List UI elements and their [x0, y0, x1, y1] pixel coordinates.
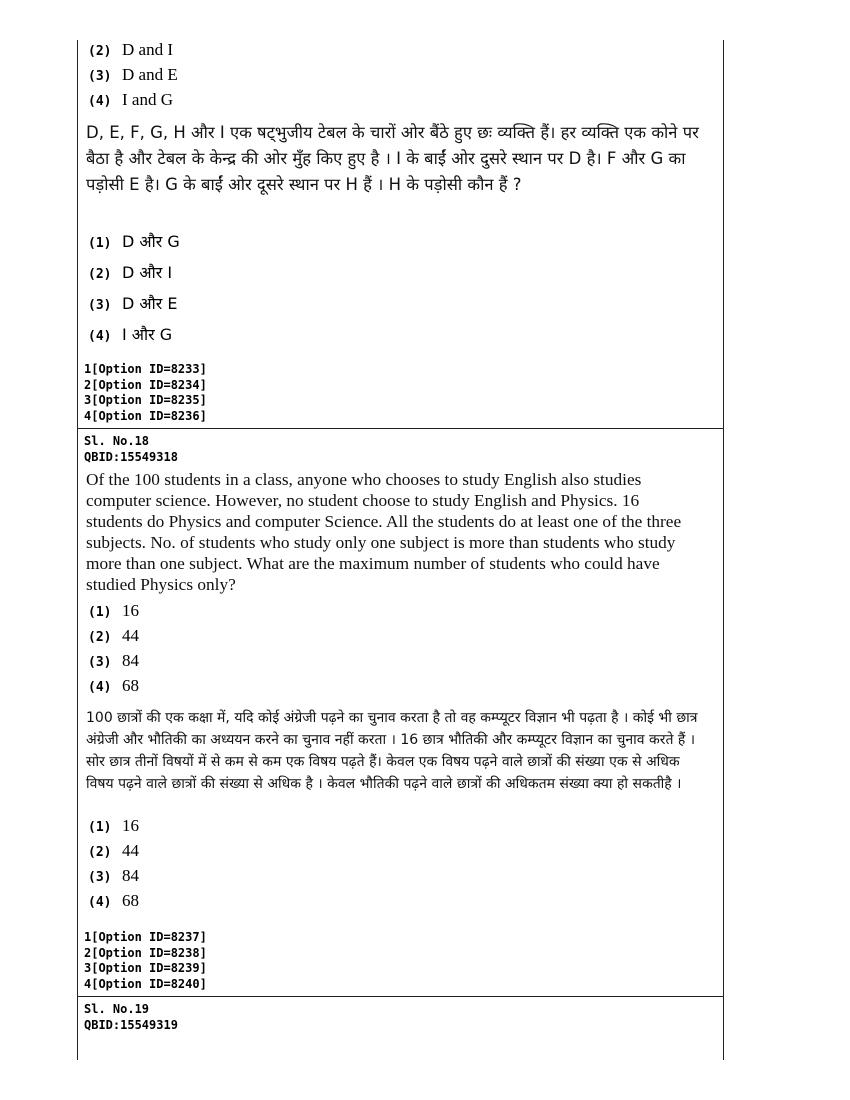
- q17-hi-option-1: (1) D और G: [88, 232, 180, 251]
- q18-option-ids: 1[Option ID=8237] 2[Option ID=8238] 3[Option ID=8239] 4[Option ID=8240]: [84, 930, 207, 991]
- q18-qbid: QBID:15549318: [84, 449, 178, 464]
- q18-hi-option-1: (1) 16: [88, 816, 139, 835]
- q18-en-option-4: (4) 68: [88, 676, 139, 695]
- q17-en-option-2: (2) D and I: [88, 40, 173, 59]
- q17-option-ids: 1[Option ID=8233] 2[Option ID=8234] 3[Option ID=8235] 4[Option ID=8236]: [84, 362, 207, 423]
- q18-hi-option-4: (4) 68: [88, 891, 139, 910]
- q17-hi-option-3: (3) D और E: [88, 294, 178, 313]
- q18-header: [84, 434, 178, 465]
- q18-english-question: Of the 100 students in a class, anyone who chooses to study English also studies computer science. However, no student choose to study English and Physics. 16 students do Physics and computer Science. All the students do at least one of the three subjects. No. of students who study only one subject is more than students who study more than one subject. What are the maximum number of students who could have studied Physics only?: [86, 470, 682, 594]
- q18-en-option-1: (1) 16: [88, 601, 139, 620]
- q18-hindi-question: 100 छात्रों की एक कक्षा में, यदि कोई अंग्रेजी पढ़ने का चुनाव करता है तो वह कम्प्यूटर विज्ञान भी पढ़ता है । कोई भी छात्र अंग्रेजी और भौतिकी का अध्ययन करने का चुनाव नहीं करता । 16 छात्र भौतिकी और कम्प्यूटर विज्ञान का चुनाव करते हैं । सोर छात्र तीनों विषयों में से कम से कम एक विषय पढ़ते हैं। केवल एक विषय पढ़ने वाले छात्रों की संख्या एक से अधिक विषय पढ़ने वाले छात्रों की संख्या से अधिक है । केवल भौतिकी पढ़ने वाले छात्रों की अधिकतम संख्या क्या हो सकतीहै ।: [86, 710, 698, 792]
- question-divider: [77, 996, 724, 997]
- q17-hi-option-4: (4) I और G: [88, 325, 173, 344]
- q17-en-option-4: (4) I and G: [88, 90, 173, 109]
- q18-hi-option-2: (2) 44: [88, 841, 139, 860]
- q17-hindi-question: D, E, F, G, H और I एक षट्भुजीय टेबल के चारों ओर बैंठे हुए छः व्यक्ति हैं। हर व्यक्ति एक कोने पर बैठा है और टेबल के केन्द्र की ओर मुँह किए हुए है । I के बाईं ओर दुसरे स्थान पर D है। F और G का पड़ोसी E है। G के बाईं ओर दूसरे स्थान पर H हैं । H के पड़ोसी कौन हैं ?: [86, 123, 699, 194]
- q17-en-option-3: (3) D and E: [88, 65, 178, 84]
- q18-sl-no: Sl. No.18: [84, 434, 150, 448]
- q19-sl-no: Sl. No.19: [84, 1002, 150, 1016]
- q18-hi-option-3: (3) 84: [88, 866, 139, 885]
- q19-header: [84, 1002, 178, 1033]
- q18-en-option-2: (2) 44: [88, 626, 139, 645]
- q18-en-option-3: (3) 84: [88, 651, 139, 670]
- question-divider: [77, 428, 724, 429]
- q17-hi-option-2: (2) D और I: [88, 263, 173, 282]
- q19-qbid: QBID:15549319: [84, 1017, 178, 1032]
